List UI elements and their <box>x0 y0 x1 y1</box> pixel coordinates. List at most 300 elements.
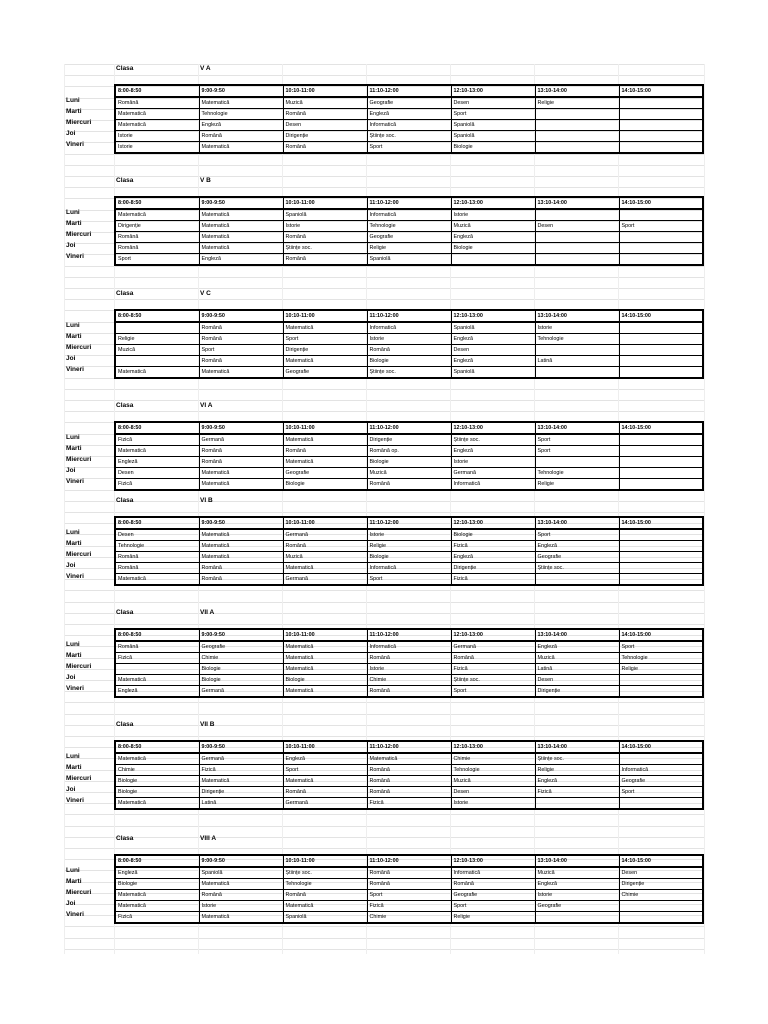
subject-cell <box>535 142 619 154</box>
time-slot: 13:10-14:00 <box>535 422 619 434</box>
subject-cell: Română <box>367 787 451 798</box>
subject-cell: Sport <box>535 434 619 446</box>
time-slot: 12:10-13:00 <box>451 855 535 867</box>
day-labels <box>64 516 114 582</box>
day-labels <box>64 740 114 806</box>
subject-cell: Religie <box>619 664 703 675</box>
day-label: Joi <box>66 130 76 137</box>
day-row <box>115 367 703 379</box>
day-row <box>115 457 703 468</box>
subject-cell: Sport <box>451 686 535 698</box>
subject-cell <box>619 109 703 120</box>
subject-cell: Română <box>367 345 451 356</box>
day-row <box>115 675 703 686</box>
time-slot: 12:10-13:00 <box>451 517 535 529</box>
time-slot: 13:10-14:00 <box>535 741 619 753</box>
subject-cell: Matematică <box>199 529 283 541</box>
subject-cell <box>619 334 703 345</box>
time-slot: 10:10-11:00 <box>283 197 367 209</box>
day-labels <box>64 196 114 262</box>
subject-cell: Istorie <box>535 890 619 901</box>
day-label: Luni <box>66 529 80 536</box>
subject-cell: Dirigenție <box>451 563 535 574</box>
time-slot: 12:10-13:00 <box>451 85 535 97</box>
day-label: Joi <box>66 786 76 793</box>
sheet-gridline <box>64 187 704 188</box>
subject-cell: Matematică <box>283 322 367 334</box>
subject-cell: Desen <box>451 345 535 356</box>
subject-cell <box>535 209 619 221</box>
time-slot: 10:10-11:00 <box>283 517 367 529</box>
class-label: Clasa <box>116 835 134 842</box>
subject-cell: Matematică <box>367 753 451 765</box>
sheet-column-line <box>704 64 705 954</box>
subject-cell: Religie <box>367 243 451 254</box>
subject-cell: Dirigenție <box>283 345 367 356</box>
subject-cell: Geografie <box>367 97 451 109</box>
subject-cell: Matematică <box>115 209 199 221</box>
subject-cell: Istorie <box>535 322 619 334</box>
subject-cell: Română <box>283 890 367 901</box>
subject-cell: Germană <box>283 529 367 541</box>
subject-cell: Matematică <box>115 901 199 912</box>
time-slot-row <box>115 629 703 641</box>
sheet-gridline <box>64 512 704 513</box>
subject-cell <box>535 120 619 131</box>
subject-cell: Română <box>367 867 451 879</box>
time-slot: 11:10-12:00 <box>367 517 451 529</box>
subject-cell: Română <box>451 879 535 890</box>
subject-cell: Fizică <box>367 798 451 810</box>
subject-cell: Engleză <box>535 879 619 890</box>
timetable <box>114 740 704 810</box>
subject-cell: Sport <box>451 901 535 912</box>
subject-cell: Matematică <box>283 434 367 446</box>
subject-cell: Engleză <box>115 686 199 698</box>
subject-cell: Chimie <box>199 653 283 664</box>
day-label-spacer <box>64 516 114 527</box>
day-row <box>115 345 703 356</box>
subject-cell: Sport <box>619 221 703 232</box>
subject-cell: Română <box>367 765 451 776</box>
subject-cell <box>535 109 619 120</box>
subject-cell: Română <box>115 232 199 243</box>
day-row <box>115 131 703 142</box>
time-slot-row <box>115 310 703 322</box>
time-slot: 10:10-11:00 <box>283 85 367 97</box>
subject-cell: Engleză <box>283 753 367 765</box>
subject-cell: Geografie <box>535 901 619 912</box>
subject-cell: Română <box>367 776 451 787</box>
subject-cell: Spaniolă <box>451 120 535 131</box>
time-slot: 9:00-9:50 <box>199 855 283 867</box>
timetable <box>114 628 704 698</box>
time-slot: 11:10-12:00 <box>367 85 451 97</box>
class-label: Clasa <box>116 65 134 72</box>
day-label: Vineri <box>66 141 84 148</box>
subject-cell: Latină <box>535 664 619 675</box>
subject-cell: Matematică <box>199 552 283 563</box>
subject-cell <box>619 563 703 574</box>
subject-cell <box>115 664 199 675</box>
class-label: Clasa <box>116 290 134 297</box>
subject-cell: Religie <box>535 97 619 109</box>
subject-cell: Engleză <box>451 356 535 367</box>
subject-cell: Matematică <box>115 675 199 686</box>
subject-cell: Biologie <box>451 142 535 154</box>
sheet-gridline <box>64 826 704 827</box>
subject-cell: Spaniolă <box>367 254 451 266</box>
subject-cell: Matematică <box>283 776 367 787</box>
subject-cell: Română <box>199 446 283 457</box>
day-label: Miercuri <box>66 775 92 782</box>
spreadsheet <box>64 64 704 954</box>
subject-cell: Biologie <box>283 675 367 686</box>
day-label: Marti <box>66 652 82 659</box>
day-row <box>115 776 703 787</box>
subject-cell: Engleză <box>115 867 199 879</box>
sheet-gridline <box>64 848 704 849</box>
day-label-spacer <box>64 854 114 865</box>
subject-cell <box>619 120 703 131</box>
time-slot: 14:10-15:00 <box>619 741 703 753</box>
subject-cell: Sport <box>367 142 451 154</box>
subject-cell <box>619 254 703 266</box>
subject-cell: Sport <box>535 446 619 457</box>
subject-cell <box>619 798 703 810</box>
subject-cell: Istorie <box>367 664 451 675</box>
subject-cell: Spaniolă <box>451 367 535 379</box>
subject-cell: Geografie <box>619 776 703 787</box>
day-label: Joi <box>66 900 76 907</box>
time-slot: 12:10-13:00 <box>451 741 535 753</box>
sheet-gridline <box>64 400 704 401</box>
subject-cell: Tehnologie <box>283 879 367 890</box>
subject-cell: Biologie <box>115 776 199 787</box>
subject-cell: Română <box>199 356 283 367</box>
sheet-gridline <box>64 299 704 300</box>
time-slot: 8:00-8:50 <box>115 422 199 434</box>
time-slot: 9:00-9:50 <box>199 310 283 322</box>
day-row <box>115 254 703 266</box>
subject-cell: Biologie <box>199 675 283 686</box>
day-row <box>115 322 703 334</box>
subject-cell: Germană <box>283 798 367 810</box>
subject-cell <box>619 753 703 765</box>
subject-cell: Fizică <box>367 901 451 912</box>
time-slot: 9:00-9:50 <box>199 422 283 434</box>
day-row <box>115 142 703 154</box>
subject-cell: Desen <box>535 221 619 232</box>
day-labels <box>64 84 114 150</box>
subject-cell <box>535 574 619 586</box>
day-label: Luni <box>66 209 80 216</box>
time-slot: 10:10-11:00 <box>283 310 367 322</box>
subject-cell: Română <box>199 322 283 334</box>
day-row <box>115 541 703 552</box>
subject-cell: Muzică <box>367 468 451 479</box>
subject-cell: Istorie <box>115 131 199 142</box>
timetable <box>114 854 704 924</box>
subject-cell: Matematică <box>283 901 367 912</box>
subject-cell <box>115 356 199 367</box>
time-slot: 11:10-12:00 <box>367 310 451 322</box>
time-slot: 8:00-8:50 <box>115 517 199 529</box>
subject-cell: Matematică <box>199 243 283 254</box>
subject-cell <box>115 322 199 334</box>
subject-cell: Matematică <box>115 367 199 379</box>
subject-cell: Sport <box>199 345 283 356</box>
day-label: Joi <box>66 355 76 362</box>
subject-cell <box>535 367 619 379</box>
subject-cell: Română <box>283 109 367 120</box>
subject-cell: Matematică <box>199 97 283 109</box>
time-slot: 10:10-11:00 <box>283 629 367 641</box>
day-label: Miercuri <box>66 551 92 558</box>
subject-cell: Istorie <box>199 901 283 912</box>
subject-cell: Sport <box>283 765 367 776</box>
time-slot: 14:10-15:00 <box>619 517 703 529</box>
subject-cell: Română <box>283 446 367 457</box>
day-row <box>115 753 703 765</box>
subject-cell: Engleză <box>115 457 199 468</box>
time-slot: 13:10-14:00 <box>535 855 619 867</box>
subject-cell: Sport <box>451 109 535 120</box>
subject-cell: Informatică <box>451 867 535 879</box>
subject-cell: Științe soc. <box>367 367 451 379</box>
subject-cell: Engleză <box>367 109 451 120</box>
class-name: VII A <box>200 609 215 616</box>
subject-cell <box>619 322 703 334</box>
day-labels <box>64 628 114 694</box>
subject-cell: Română <box>199 131 283 142</box>
sheet-gridline <box>64 501 704 502</box>
sheet-gridline <box>64 837 704 838</box>
day-row <box>115 879 703 890</box>
time-slot-row <box>115 741 703 753</box>
day-label: Marti <box>66 220 82 227</box>
day-label: Joi <box>66 242 76 249</box>
subject-cell: Informatică <box>367 563 451 574</box>
subject-cell: Desen <box>535 675 619 686</box>
subject-cell: Istorie <box>283 221 367 232</box>
subject-cell: Fizică <box>451 574 535 586</box>
day-label-spacer <box>64 84 114 95</box>
subject-cell <box>619 912 703 924</box>
subject-cell: Religie <box>451 912 535 924</box>
subject-cell <box>619 446 703 457</box>
day-row <box>115 109 703 120</box>
subject-cell: Engleză <box>535 641 619 653</box>
day-label: Vineri <box>66 797 84 804</box>
subject-cell: Română <box>283 142 367 154</box>
day-label-spacer <box>64 740 114 751</box>
sheet-gridline <box>64 288 704 289</box>
subject-cell: Matematică <box>115 446 199 457</box>
subject-cell: Chimie <box>367 675 451 686</box>
day-row <box>115 221 703 232</box>
time-slot: 9:00-9:50 <box>199 197 283 209</box>
sheet-gridline <box>64 613 704 614</box>
timetable <box>114 309 704 379</box>
subject-cell <box>619 541 703 552</box>
subject-cell: Istorie <box>451 457 535 468</box>
time-slot: 14:10-15:00 <box>619 629 703 641</box>
class-label: Clasa <box>116 609 134 616</box>
subject-cell <box>619 356 703 367</box>
day-row <box>115 209 703 221</box>
subject-cell: Română <box>367 479 451 491</box>
subject-cell: Română <box>199 334 283 345</box>
subject-cell <box>619 529 703 541</box>
sheet-gridline <box>64 736 704 737</box>
subject-cell: Matematică <box>283 641 367 653</box>
subject-cell: Chimie <box>451 753 535 765</box>
subject-cell: Sport <box>283 334 367 345</box>
subject-cell: Română <box>367 686 451 698</box>
subject-cell: Sport <box>115 254 199 266</box>
sheet-gridline <box>64 624 704 625</box>
day-row <box>115 798 703 810</box>
subject-cell: Matematică <box>199 912 283 924</box>
subject-cell <box>535 457 619 468</box>
subject-cell: Sport <box>619 787 703 798</box>
subject-cell: Științe soc. <box>451 434 535 446</box>
time-slot: 12:10-13:00 <box>451 422 535 434</box>
time-slot: 8:00-8:50 <box>115 197 199 209</box>
subject-cell: Matematică <box>199 776 283 787</box>
day-label: Vineri <box>66 911 84 918</box>
class-label: Clasa <box>116 497 134 504</box>
subject-cell <box>619 434 703 446</box>
subject-cell <box>619 367 703 379</box>
subject-cell: Matematică <box>283 563 367 574</box>
sheet-gridline <box>64 714 704 715</box>
subject-cell: Dirigenție <box>199 787 283 798</box>
time-slot: 14:10-15:00 <box>619 197 703 209</box>
subject-cell: Engleză <box>451 446 535 457</box>
day-row <box>115 434 703 446</box>
time-slot: 11:10-12:00 <box>367 422 451 434</box>
time-slot-row <box>115 517 703 529</box>
day-row <box>115 686 703 698</box>
time-slot: 14:10-15:00 <box>619 855 703 867</box>
subject-cell: Religie <box>535 479 619 491</box>
time-slot: 10:10-11:00 <box>283 855 367 867</box>
time-slot-row <box>115 855 703 867</box>
subject-cell: Germană <box>283 574 367 586</box>
sheet-gridline <box>64 411 704 412</box>
class-name: V C <box>200 290 211 297</box>
time-slot: 12:10-13:00 <box>451 197 535 209</box>
day-label: Joi <box>66 467 76 474</box>
subject-cell: Engleză <box>199 120 283 131</box>
subject-cell: Germană <box>451 468 535 479</box>
sheet-gridline <box>64 814 704 815</box>
day-row <box>115 468 703 479</box>
day-row <box>115 563 703 574</box>
subject-cell <box>619 232 703 243</box>
subject-cell: Română op. <box>367 446 451 457</box>
subject-cell: Matematică <box>283 653 367 664</box>
subject-cell: Religie <box>535 765 619 776</box>
sheet-gridline <box>64 64 704 65</box>
sheet-gridline <box>64 949 704 950</box>
subject-cell: Desen <box>283 120 367 131</box>
day-label: Luni <box>66 753 80 760</box>
subject-cell: Matematică <box>199 541 283 552</box>
subject-cell: Istorie <box>367 334 451 345</box>
subject-cell: Matematică <box>115 109 199 120</box>
subject-cell: Dirigenție <box>367 434 451 446</box>
subject-cell: Română <box>199 563 283 574</box>
subject-cell: Geografie <box>283 367 367 379</box>
time-slot: 8:00-8:50 <box>115 310 199 322</box>
day-label: Luni <box>66 322 80 329</box>
subject-cell: Engleză <box>451 334 535 345</box>
subject-cell: Științe soc. <box>283 243 367 254</box>
time-slot: 9:00-9:50 <box>199 517 283 529</box>
subject-cell: Informatică <box>451 479 535 491</box>
time-slot: 10:10-11:00 <box>283 422 367 434</box>
day-label: Vineri <box>66 253 84 260</box>
time-slot: 14:10-15:00 <box>619 310 703 322</box>
subject-cell <box>619 686 703 698</box>
subject-cell: Matematică <box>199 479 283 491</box>
timetable <box>114 84 704 154</box>
day-row <box>115 664 703 675</box>
day-row <box>115 787 703 798</box>
day-label: Vineri <box>66 366 84 373</box>
class-label: Clasa <box>116 402 134 409</box>
subject-cell: Științe soc. <box>451 675 535 686</box>
day-label-spacer <box>64 628 114 639</box>
subject-cell: Latină <box>535 356 619 367</box>
day-label: Marti <box>66 333 82 340</box>
subject-cell: Religie <box>367 541 451 552</box>
day-row <box>115 479 703 491</box>
subject-cell: Biologie <box>115 879 199 890</box>
day-row <box>115 97 703 109</box>
day-label: Miercuri <box>66 663 92 670</box>
day-row <box>115 232 703 243</box>
subject-cell: Română <box>283 541 367 552</box>
subject-cell: Religie <box>115 334 199 345</box>
day-row <box>115 243 703 254</box>
subject-cell: Engleză <box>451 552 535 563</box>
sheet-gridline <box>64 725 704 726</box>
subject-cell: Spaniolă <box>451 131 535 142</box>
time-slot: 8:00-8:50 <box>115 741 199 753</box>
day-label: Marti <box>66 108 82 115</box>
time-slot: 13:10-14:00 <box>535 197 619 209</box>
class-name: VI A <box>200 402 213 409</box>
subject-cell: Geografie <box>199 641 283 653</box>
subject-cell: Tehnologie <box>535 468 619 479</box>
subject-cell: Dirigenție <box>283 131 367 142</box>
subject-cell <box>619 468 703 479</box>
time-slot: 13:10-14:00 <box>535 517 619 529</box>
time-slot: 9:00-9:50 <box>199 85 283 97</box>
subject-cell: Română <box>199 890 283 901</box>
time-slot: 11:10-12:00 <box>367 629 451 641</box>
subject-cell <box>619 552 703 563</box>
subject-cell: Română <box>115 97 199 109</box>
subject-cell: Germană <box>199 686 283 698</box>
subject-cell <box>451 254 535 266</box>
subject-cell: Informatică <box>367 120 451 131</box>
subject-cell: Biologie <box>367 356 451 367</box>
